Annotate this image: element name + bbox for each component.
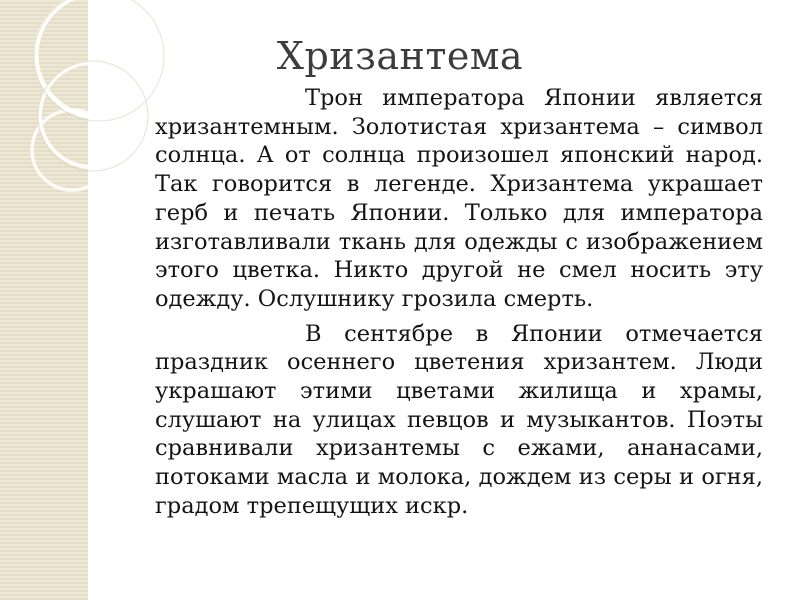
slide-title: Хризантема [276,34,524,78]
slide-body [155,84,763,521]
paragraph-2: В сентябре в Японии отмечается праздник осеннего цветения хризантем. Люди украшают этими цветами жилища и храмы, слушают на улицах певцов и музыкантов. Поэты сравнивали хризантемы с ежами, ананасами, потоками масла и молока, дождем из серы и огня, градом трепещущих искр. [155,320,763,519]
side-band-texture [0,0,88,600]
paragraph-1: Трон императора Японии является хризантемным. Золотистая хризантема – символ солнца. А от солнца произошел японский народ. Так говорится в легенде. Хризантема украшает герб и печать Японии. Только для императора изготавливали ткань для одежды с изображением этого цветка. Никто другой не смел носить эту одежду. Ослушнику грозила смерть. [155,85,763,312]
